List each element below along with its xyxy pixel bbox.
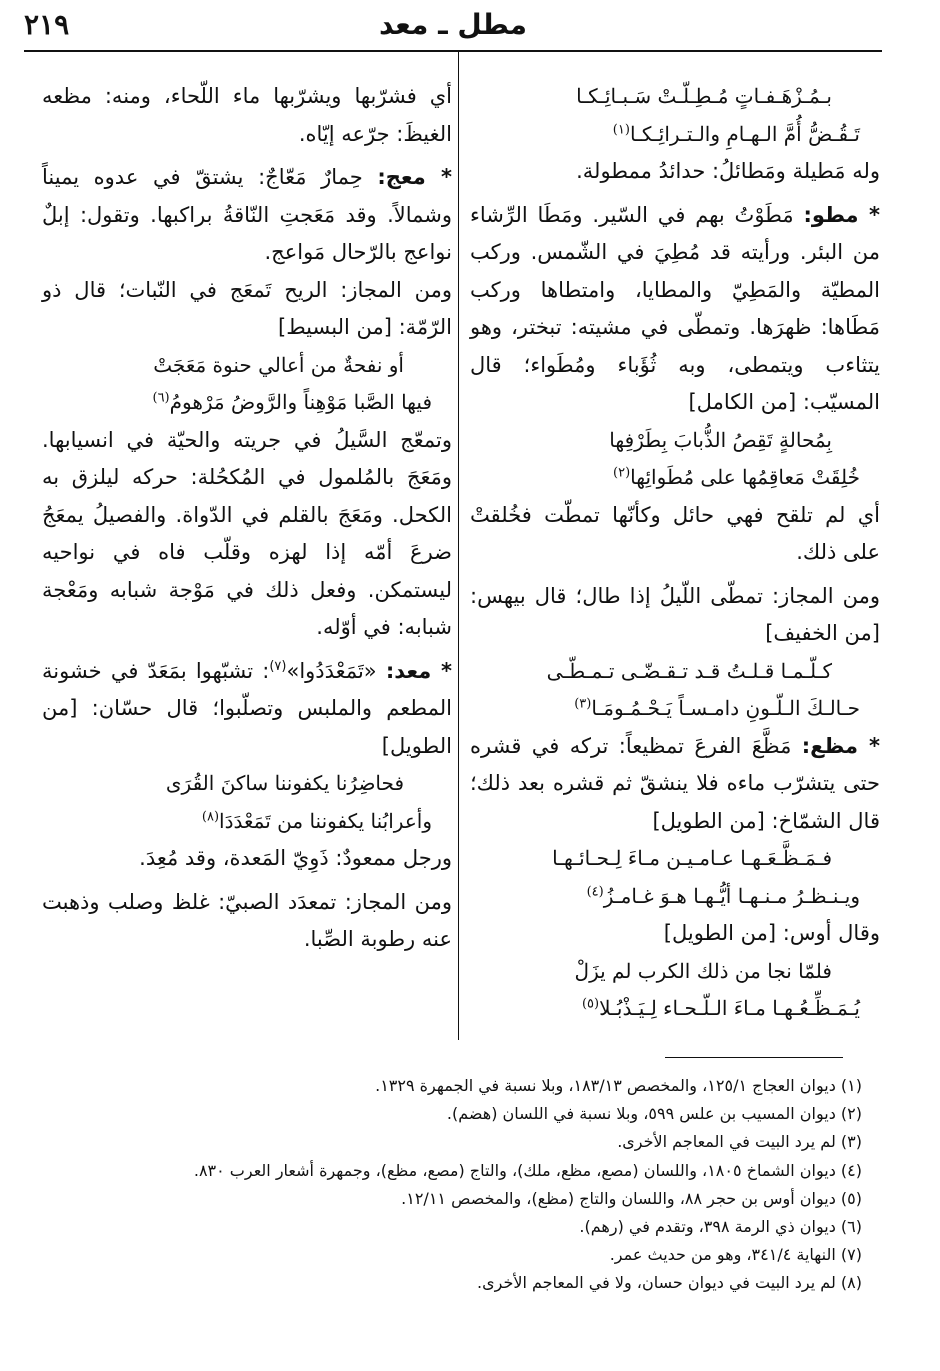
meter-label: [من الطويل] xyxy=(42,696,452,758)
entry-text: مَظَّعَ الفرعَ تمظيعاً: تركه في قشره حتى يتشرّب ماءه فلا ينشقّ ثم قشره بعد ذلك؛ قال الشمّاخ: xyxy=(470,733,880,833)
meter-label: [من الطويل] xyxy=(652,808,765,833)
verse-line: أو نفحةٌ من أعالي حنوة مَعَجَتْ xyxy=(153,352,404,377)
paragraph: وتمعّج السَّيلُ في جريته والحيّة في انسيابها. ومَعَجَ بالمُلمول في المُكحُلة: حركه ليلزق به الكحل. ومَعَجَ بالقلم في الدّواة. والفصيلُ يمعَجُ ضرعَ أمّه إذا لهزه وقلّب فاه في نواحيه ليستمكن. وفعل ذلك في مَوْجة شبابه ومَعْجة شبابه: في أوّله. xyxy=(42,427,452,639)
entry-mtz xyxy=(470,728,880,841)
footnote-rule xyxy=(665,1057,843,1058)
page-header xyxy=(24,8,882,48)
footnote: (٧) النهاية ٣٤١/٤، وهو من حديث عمر. xyxy=(609,1245,862,1265)
verse-line: فيها الصَّبا مَوْهِناً والرَّوضُ مَرْهومُ$^{(٦)}$ xyxy=(152,390,432,414)
entry-headword: * معج: xyxy=(377,165,452,189)
paragraph: ومن المجاز: تمعدَد الصبيّ: غلظ وصلب وذهبت عنه رطوبة الصِّبا. xyxy=(42,889,452,951)
header-rule xyxy=(24,50,882,52)
verse-line: بـمُـزْهَـفـاتٍ مُـطِـلّـتْ سَـبـائِـكـا xyxy=(576,84,832,108)
verse-line: وأعرابُنا يكفوننا من تَمَعْدَدَا$^{(٨)}$ xyxy=(201,808,432,833)
footnote: (٤) ديوان الشماخ ١٨٠٥، واللسان (مصع، مظع، ملك)، والتاج (مصع، مظع)، وجمهرة أشعار العرب ٨٣٠. xyxy=(193,1160,862,1180)
entry-headword: * مظع: xyxy=(801,733,880,758)
running-head: مطل ـ معد xyxy=(379,8,527,41)
verse-line: كـلّـمـا قـلـتُ قـد تـقـضّـى تـمـطّـى xyxy=(546,658,832,683)
entry-md xyxy=(42,653,452,766)
paragraph: وله مَطيلة ومَطائلُ: حدائدُ ممطولة. xyxy=(576,159,880,183)
footnote: (١) ديوان العجاج ١٢٥/١، والمخصص ١٨٣/١٣، وبلا نسبة في الجمهرة ١٣٢٩. xyxy=(375,1076,862,1095)
footnote: (٦) ديوان ذي الرمة ٣٩٨، وتقدم في (رهم). xyxy=(579,1217,862,1237)
footnote: (٥) ديوان أوس بن حجر ٨٨، واللسان والتاج (مظع)، والمخصص ١٢/١١. xyxy=(401,1188,862,1208)
meter-label: [من البسيط] xyxy=(278,315,392,339)
paragraph: أي فشرّبها ويشرّبها ماء اللّحاء، ومنه: مظعه الغيظَ: جرّعه إيّاه. xyxy=(42,84,452,146)
entry-mtw xyxy=(470,197,880,422)
footnote-ref[interactable]: (٢) xyxy=(613,465,631,481)
footnote-ref[interactable]: (١) xyxy=(612,121,630,137)
paragraph: ومن المجاز: تمطّى اللّيلُ إذا طال؛ قال بيهس: [من الخفيف] xyxy=(470,583,880,645)
footnote-ref[interactable]: (٨) xyxy=(201,808,220,824)
verse-line: بِمُحالةٍ تَقِصُ الذُّبابَ بِطَرْفِها xyxy=(609,427,832,452)
entry-mj xyxy=(42,159,452,272)
footnote: (٢) ديوان المسيب بن علس ٥٩٩، وبلا نسبة في اللسان (هضم). xyxy=(446,1104,862,1124)
verse-line: يُـمَـظِّـعُـهـا مـاءَ الـلّـحـاء لِـيَـذْبُـلا$^{(٥)}$ xyxy=(581,996,860,1020)
verse-line: فـمَـظَّـعَـهـا عـامـيـن مـاءَ لِـحـائـهـا xyxy=(552,846,832,870)
quoted-word: «تَمَعْدَدُوا» xyxy=(286,658,377,683)
paragraph: ورجل ممعودٌ: ذَوِيّ المَعدة، وقد مُعِدَ. xyxy=(139,846,452,870)
paragraph: أي لم تلقح فهي حائل وكأنّها تمطّت فخُلقتْ على ذلك. xyxy=(470,502,880,564)
verse-line: خُلِقَتْ مَعاقِمُها على مُطَوائِها$^{(٢)}$ xyxy=(613,465,860,489)
meter-label: [من الكامل] xyxy=(688,390,797,414)
paragraph: وقال أوس: [من الطويل] xyxy=(663,921,880,945)
footnotes xyxy=(62,1072,862,1298)
meter-label: [من الطويل] xyxy=(663,921,777,945)
entry-headword: * مطو: xyxy=(803,202,880,227)
footnote-ref[interactable]: (٥) xyxy=(581,996,600,1012)
paragraph: ومن المجاز: الريح تَمعَج في النّبات؛ قال ذو الرّمّة: [من البسيط] xyxy=(42,277,452,339)
verse-line: فحاضِرُنا يكفوننا ساكنَ القُرَى xyxy=(165,771,404,795)
footnote-ref[interactable]: (٦) xyxy=(152,390,170,406)
footnote-ref[interactable]: (٧) xyxy=(269,658,287,674)
verse-line: حـالـكَ الـلّـونِ دامـسـاً يَـحْـمُـومَـا$^{(٣)}$ xyxy=(574,696,860,720)
footnote-ref[interactable]: (٣) xyxy=(574,696,592,712)
entry-text: : تشبّهوا بمَعَدّ في خشونة المطعم والملبس وتصلّبوا؛ قال حسّان: xyxy=(42,658,452,720)
footnote: (٨) لم يرد البيت في ديوان حسان، ولا في المعاجم الأخرى. xyxy=(477,1273,862,1293)
footnote: (٣) لم يرد البيت في المعاجم الأخرى. xyxy=(617,1132,862,1152)
verse-line: فلمّا نجا من ذلك الكرب لم يزَلْ xyxy=(574,958,832,983)
right-column xyxy=(470,78,880,1028)
verse-line: ويـنـظـرُ مـنـهـا أيُّـهـا هـوَ غـامـزُ$^{(٤)}$ xyxy=(586,883,860,908)
entry-text: حِمارٌ مَعّاجٌ: يشتقّ في عدوه يميناً وشمالاً. وقد مَعَجتِ النّاقةُ براكبها. وتقول: إبلٌ نواعج بالرّحال مَواعج. xyxy=(42,165,452,264)
meter-label: [من الخفيف] xyxy=(765,621,880,645)
entry-headword: * معد: xyxy=(385,658,452,683)
column-divider xyxy=(458,52,459,1040)
entry-text: مَطَوْتُ بهم في السّير. ومَطَا الرِّشاء من البئر. ورأيته قد مُطِيَ في الشّمس. وركب المطيّة والمَطِيّ والمطايا، وامتطاها وركب مَطَاها: ظهرَها. وتمطّى في مشيته: تبختر، وهو يتثاءب ويتمطى، وبه ثُؤَباء ومُطَواء؛ قال المسيّب: xyxy=(470,202,880,414)
verse-line: تَـقُـضُّ أُمَّ الـهـامِ والـتـرائِـكـا$^{(١)}$ xyxy=(612,121,860,146)
footnote-ref[interactable]: (٤) xyxy=(586,883,604,899)
left-column xyxy=(42,78,452,959)
page-number: ٢١٩ xyxy=(24,8,70,41)
